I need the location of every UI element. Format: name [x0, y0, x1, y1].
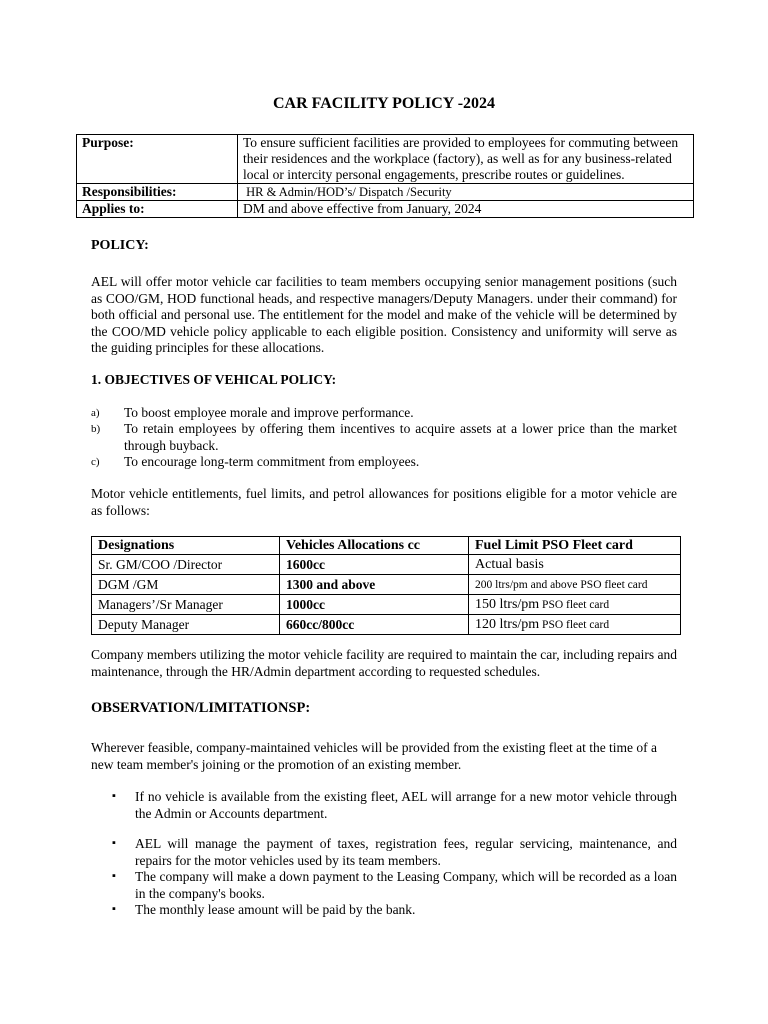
maintenance-paragraph: Company members utilizing the motor vehicle facility are required to maintain the car, including repairs and maintenance, through the HR/Admin department according to requested schedules.	[91, 647, 677, 679]
responsibilities-label: Responsibilities:	[77, 184, 238, 201]
fuel-limit-main: Actual basis	[475, 557, 544, 572]
document-title: CAR FACILITY POLICY -2024	[272, 95, 496, 112]
objectives-heading: 1. OBJECTIVES OF VEHICAL POLICY:	[91, 372, 337, 387]
cc-cell: 1300 and above	[280, 575, 469, 595]
vehicle-allocation-table	[91, 536, 681, 635]
fuel-limit-cell	[469, 615, 681, 635]
list-item-text: The company will make a down payment to the Leasing Company, which will be recorded as a loan in the company's books.	[135, 869, 677, 901]
table-row	[92, 555, 681, 575]
entitlement-intro: Motor vehicle entitlements, fuel limits, and petrol allowances for positions eligible for a motor vehicle are as follows:	[91, 486, 677, 518]
designation-cell: Sr. GM/COO /Director	[92, 555, 280, 575]
column-header: Designations	[92, 537, 280, 555]
fuel-limit-main: 120 ltrs/pm	[475, 617, 540, 632]
list-marker: b)	[91, 423, 101, 435]
bullet-icon: ▪	[112, 790, 116, 802]
fuel-limit-suffix: 200 ltrs/pm and above PSO fleet card	[475, 579, 648, 591]
list-item	[112, 836, 677, 869]
policy-heading: POLICY:	[91, 238, 149, 253]
list-item-text: If no vehicle is available from the existing fleet, AEL will arrange for a new motor vehicle through the Admin or Accounts department.	[135, 789, 677, 821]
list-marker: a)	[91, 407, 100, 419]
policy-paragraph: AEL will offer motor vehicle car facilities to team members occupying senior management positions (such as COO/GM, HOD functional heads, and respective managers/Deputy Managers. under their command) for both official and personal use. The entitlement for the model and make of the vehicle will be determined by the COO/MD vehicle policy applicable to each eligible position. Consistency and uniformity will serve as the guiding principles for these allocations.	[91, 274, 677, 355]
column-header: Fuel Limit PSO Fleet card	[469, 537, 681, 555]
bullet-icon: ▪	[112, 837, 116, 849]
table-row	[92, 595, 681, 615]
applies-to-value: DM and above effective from January, 2024	[238, 201, 694, 218]
bullet-icon: ▪	[112, 903, 116, 915]
purpose-value: To ensure sufficient facilities are provided to employees for commuting between their residences and the workplace (factory), as well as for any business-related local or intercity personal engagements, prescribe routes or guidelines.	[238, 135, 694, 184]
purpose-label: Purpose:	[77, 135, 238, 184]
designation-cell: Deputy Manager	[92, 615, 280, 635]
fuel-limit-cell	[469, 595, 681, 615]
table-row	[77, 184, 694, 201]
list-item-text: AEL will manage the payment of taxes, registration fees, regular servicing, maintenance, and repairs for the motor vehicles used by its team members.	[135, 836, 677, 868]
list-marker: c)	[91, 456, 100, 468]
fuel-limit-suffix: PSO fleet card	[539, 599, 610, 611]
cc-cell: 1000cc	[280, 595, 469, 615]
fuel-limit-cell	[469, 555, 681, 575]
applies-to-label: Applies to:	[77, 201, 238, 218]
list-item	[91, 421, 677, 454]
list-item	[112, 869, 677, 902]
table-row	[77, 201, 694, 218]
observation-heading: OBSERVATION/LIMITATIONSP:	[91, 700, 311, 716]
observation-paragraph: Wherever feasible, company-maintained vehicles will be provided from the existing fleet at the time of a new team member's joining or the promotion of an existing member.	[91, 740, 658, 772]
policy-info-table	[76, 134, 694, 218]
designation-cell: Managers’/Sr Manager	[92, 595, 280, 615]
list-item	[112, 902, 677, 919]
fuel-limit-cell	[469, 575, 681, 595]
list-item-text: To encourage long-term commitment from employees.	[124, 454, 420, 469]
list-item	[91, 454, 677, 471]
responsibilities-value: HR & Admin/HOD’s/ Dispatch /Security	[238, 184, 694, 201]
fuel-limit-suffix: PSO fleet card	[539, 619, 610, 631]
list-item	[112, 789, 677, 822]
list-item	[91, 405, 677, 422]
column-header: Vehicles Allocations cc	[280, 537, 469, 555]
table-header-row	[92, 537, 681, 555]
list-item-text: The monthly lease amount will be paid by the bank.	[135, 902, 416, 917]
cc-cell: 1600cc	[280, 555, 469, 575]
table-row	[92, 575, 681, 595]
list-item-text: To boost employee morale and improve performance.	[124, 405, 414, 420]
cc-cell: 660cc/800cc	[280, 615, 469, 635]
table-row	[92, 615, 681, 635]
table-row	[77, 135, 694, 184]
list-item-text: To retain employees by offering them incentives to acquire assets at a lower price than the market through buyback.	[124, 421, 677, 453]
fuel-limit-main: 150 ltrs/pm	[475, 597, 540, 612]
designation-cell: DGM /GM	[92, 575, 280, 595]
bullet-icon: ▪	[112, 870, 116, 882]
